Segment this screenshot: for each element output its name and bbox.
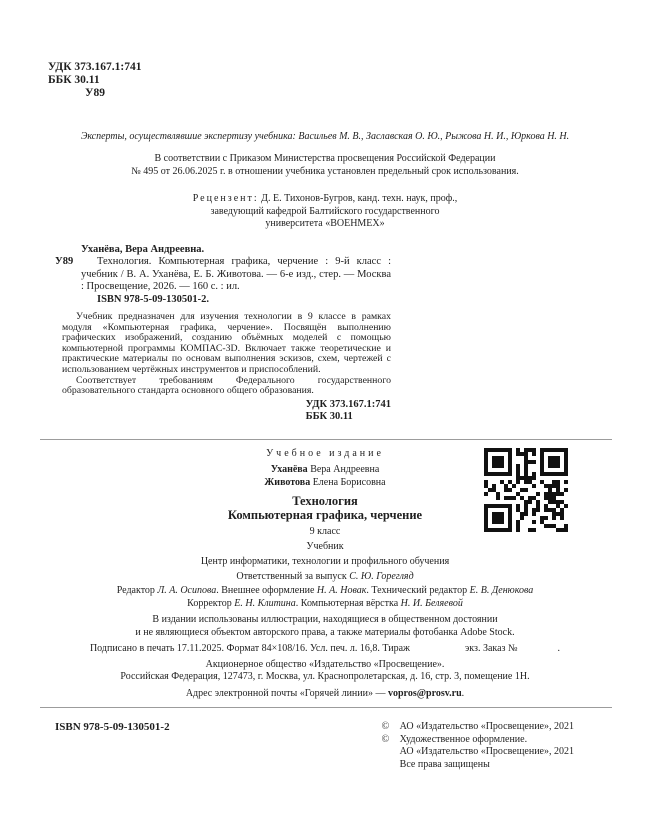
design-label: . Внешнее оформление — [216, 585, 315, 597]
responsible-name: С. Ю. Горегляд — [349, 570, 414, 582]
editors-line2 — [0, 598, 650, 611]
ministry-note — [0, 153, 650, 178]
card-description — [55, 256, 391, 294]
author2-name: Елена Борисовна — [312, 476, 386, 488]
tech-label: . Технический редактор — [366, 585, 468, 597]
bbk-code: ББК 30.11 — [48, 74, 100, 86]
copyright-line-2 — [382, 734, 574, 772]
print-info: Подписано в печать 17.11.2025. Формат 84×108/16. Усл. печ. л. 16,8. Тираж — [89, 643, 410, 655]
responsible-line — [0, 571, 650, 584]
reviewer-line1 — [0, 193, 650, 206]
reviewer-line3: университета «ВОЕНМЕХ» — [265, 218, 385, 229]
footer-isbn: ISBN 978-5-09-130501-2 — [55, 721, 170, 733]
print-info-mid: экз. Заказ № — [464, 643, 518, 655]
design-name: Н. А. Новак — [316, 585, 367, 597]
book-title-line2: Компьютерная графика, черчение — [227, 507, 423, 522]
card-author-sign: У89 — [55, 256, 74, 267]
experts-line: Эксперты, осуществлявшие экспертизу учебника: Васильев М. В., Заславская О. Ю., Рыжова Н. И., Юркова Н. Н. — [80, 131, 570, 142]
layout-name: Н. И. Беляевой — [400, 597, 463, 609]
stock-note — [0, 614, 650, 639]
reviewer-label: Рецензент: — [192, 193, 259, 204]
print-info-end: . — [557, 643, 561, 655]
copyright2-line2: АО «Издательство «Просвещение», 2021 — [399, 746, 574, 757]
copyright-line-1 — [382, 721, 574, 734]
copyright-symbol-1: © — [381, 721, 390, 732]
grade-line: 9 класс — [309, 526, 341, 538]
annotation-paragraph-1: Учебник предназначен для изучения технологии в 9 классе в рамках модуля «Компьютерная графика, черчение». Посвящён выполнению графических изображений, созданию объёмных моделей с помощью компьютерной программы КОМПАС-3D. Включает также теоретические и практические материалы по основам выполнения эскизов, схем, чертежей с использованием чертёжных инструментов и приспособлений. — [62, 311, 391, 375]
print-info-line — [0, 643, 650, 656]
editors-block — [0, 585, 650, 610]
layout-label: . Компьютерная вёрстка — [295, 597, 399, 609]
publisher-line: Акционерное общество «Издательство «Просвещение». — [205, 658, 445, 670]
copyright-text-2 — [400, 734, 574, 772]
card-classification-codes — [306, 399, 391, 424]
card-isbn: ISBN 978-5-09-130501-2. — [97, 293, 209, 305]
qr-code — [484, 448, 568, 532]
author-sign-code: У89 — [85, 87, 105, 99]
tech-name: Е. В. Денюкова — [469, 585, 534, 597]
footer-row — [55, 721, 574, 771]
editor-label: Редактор — [116, 585, 155, 597]
udk-code: УДК 373.167.1:741 — [48, 61, 142, 73]
top-classification-codes — [48, 0, 650, 100]
hotline-email: vopros@prosv.ru — [388, 687, 462, 699]
reviewer-block — [0, 193, 650, 231]
reviewer-line2: заведующий кафедрой Балтийского государственного — [210, 205, 440, 217]
card-udk-code: УДК 373.167.1:741 — [305, 398, 391, 410]
author2-surname: Животова — [264, 476, 311, 488]
editors-line1 — [0, 585, 650, 598]
email-end: . — [461, 687, 465, 699]
author1-name: Вера Андреевна — [310, 464, 380, 476]
stock-note-line2: и не являющиеся объектом авторского права, а также материалы фотобанка Adobe Stock. — [135, 626, 515, 638]
book-title-line1: Технология — [292, 494, 358, 509]
card-author-header: Уханёва, Вера Андреевна. — [81, 243, 205, 255]
corrector-label: Корректор — [187, 597, 232, 609]
section-divider — [40, 439, 612, 440]
card-bbk-code: ББК 30.11 — [305, 411, 353, 423]
edition-type: Учебное издание — [266, 447, 384, 459]
editor-name: Л. А. Осипова — [157, 585, 217, 597]
email-prefix: Адрес электронной почты «Горячей линии» — — [185, 687, 386, 699]
card-description-text: Технология. Компьютерная графика, черчение : 9-й класс : учебник / В. А. Уханёва, Е. Б. Животова. — 6-е изд., стер. — Москва : Просвещение, 2026. — 160 с. : ил. — [81, 256, 391, 292]
corrector-name: Е. Н. Клитина — [234, 597, 296, 609]
ministry-note-line1: В соответствии с Приказом Министерства просвещения Российской Федерации — [154, 153, 496, 164]
author1-surname: Уханёва — [270, 464, 308, 476]
footer-divider — [40, 707, 612, 708]
ministry-note-line2: № 495 от 26.06.2025 г. в отношении учебника установлен предельный срок использования. — [131, 165, 519, 177]
responsible-prefix: Ответственный за выпуск — [236, 570, 347, 582]
annotation-paragraph-2: Соответствует требованиям Федерального государственного образовательного стандарта основного общего образования. — [62, 374, 391, 397]
catalog-card — [55, 244, 391, 424]
stock-note-line1: В издании использованы иллюстрации, находящиеся в общественном достоянии — [152, 614, 498, 626]
copyright-symbol-2: © — [381, 733, 390, 745]
copyright2-line1: Художественное оформление. — [399, 733, 528, 745]
reviewer-name: Д. Е. Тихонов-Бугров, канд. техн. наук, проф., — [261, 193, 458, 204]
hotline-email-line — [0, 688, 650, 701]
copyright-text-1: АО «Издательство «Просвещение», 2021 — [399, 721, 574, 732]
center-line: Центр информатики, технологии и профильного обучения — [200, 556, 450, 568]
publisher-block — [0, 659, 650, 684]
edition-kind: Учебник — [306, 540, 344, 552]
copyright2-line3: Все права защищены — [399, 758, 490, 770]
copyright-block — [382, 721, 574, 771]
publisher-address: Российская Федерация, 127473, г. Москва, ул. Краснопролетарская, д. 16, стр. 3, помещение 1Н. — [120, 671, 530, 683]
